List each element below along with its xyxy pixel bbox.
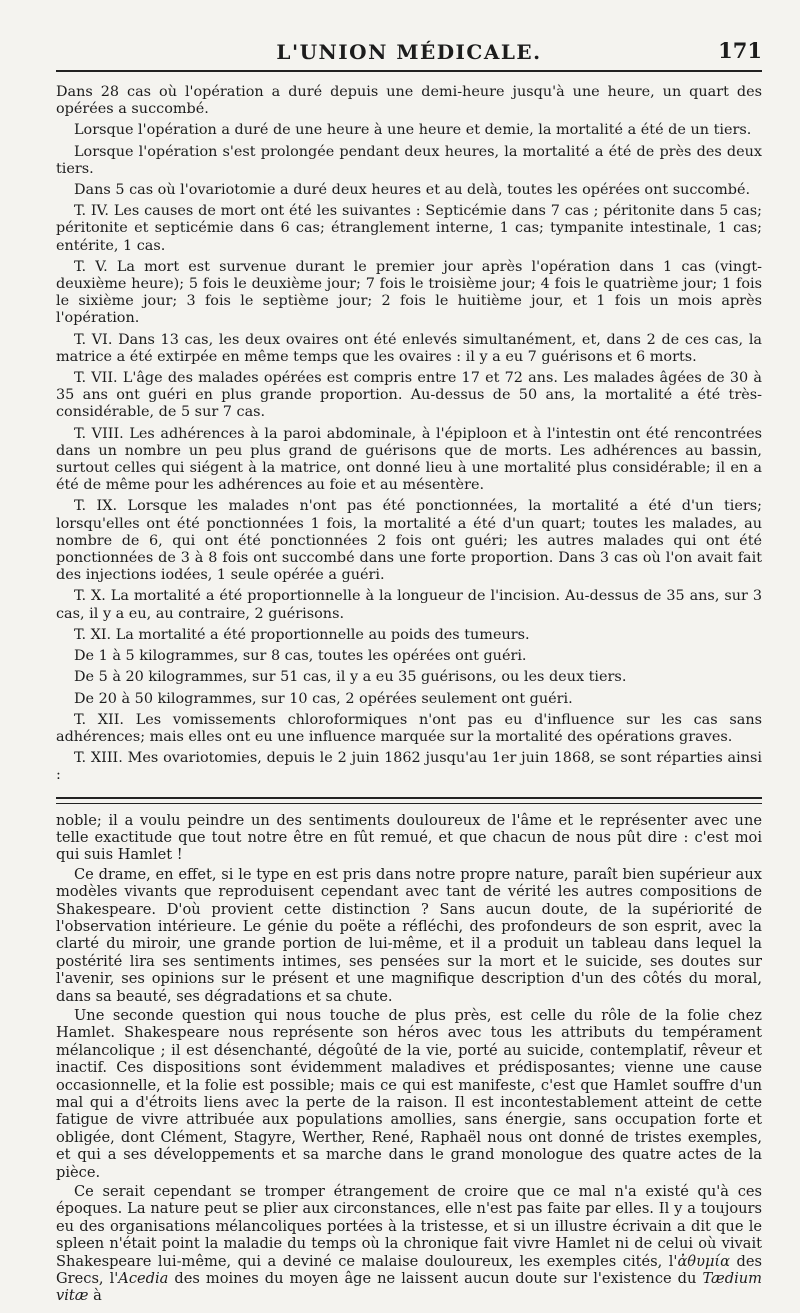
paragraph: T. VII. L'âge des malades opérées est compris entre 17 et 72 ans. Les malades âgées de 30 à 35 ans ont guéri en plus grande proportion. Au-dessus de 50 ans, la mortalité a été très-considérable, de 5 sur 7 cas. <box>56 370 762 421</box>
paragraph: De 1 à 5 kilogrammes, sur 8 cas, toutes les opérées ont guéri. <box>74 648 527 665</box>
feuilleton-text <box>56 812 762 1305</box>
paragraph: T. V. La mort est survenue durant le premier jour après l'opération dans 1 cas (vingt-deuxième heure); 5 fois le deuxième jour; 7 fois le troisième jour; 4 fois le quatrième jour; 1 fois le sixième jour; 3 fois le septième jour; 2 fois le huitième jour, et 1 fois un mois après l'opération. <box>56 258 762 327</box>
text-run: à <box>88 1287 102 1305</box>
header-rule <box>56 70 762 72</box>
paragraph: De 20 à 50 kilogrammes, sur 10 cas, 2 opérées seulement ont guéri. <box>74 690 573 707</box>
paragraph: Dans 28 cas où l'opération a duré depuis une demi-heure jusqu'à une heure, un quart des opérées a succombé. <box>56 84 762 118</box>
paragraph: Lorsque l'opération a duré de une heure à une heure et demie, la mortalité a été de un tiers. <box>74 122 752 139</box>
paragraph: T. X. La mortalité a été proportionnelle à la longueur de l'incision. Au-dessus de 35 ans, sur 3 cas, il y a eu, au contraire, 2 guérisons. <box>56 588 762 622</box>
paragraph: T. IV. Les causes de mort ont été les suivantes : Septicémie dans 7 cas ; péritonite dans 5 cas; péritonite et septicémie dans 6 cas; étranglement interne, 1 cas; tympanite intestinale, 1 cas; entérite, 1 cas. <box>56 203 762 254</box>
page-header <box>56 0 762 70</box>
text-run: Ce serait cependant se tromper étrangement de croire que ce mal n'a existé qu'à ces époques. La nature peut se plier aux circonstances, elle n'est pas faite par elles. Il y a toujours eu des organisations mélancoliques portées à la tristesse, et si un illustre écrivain a dit que le spleen n'était point la maladie du temps où la chronique fait vivre Hamlet ni de celui où vivait Shakespeare lui-même, qui a deviné ce malaise douloureux, les exemples cités, l' <box>56 1183 762 1270</box>
paragraph: Dans 5 cas où l'ovariotomie a duré deux heures et au delà, toutes les opérées ont succombé. <box>74 182 751 199</box>
paragraph: T. VIII. Les adhérences à la paroi abdominale, à l'épiploon et à l'intestin ont été rencontrées dans un nombre un peu plus grand de guérisons que de morts. Les adhérences au bassin, surtout celles qui siégent à la matrice, ont donné lieu à une mortalité plus considérable; il en a été de même pour les adhérences au foie et au mésentère. <box>56 425 762 494</box>
paragraph: Une seconde question qui nous touche de plus près, est celle du rôle de la folie chez Hamlet. Shakespeare nous représente son héros avec tous les attributs du tempérament mélancolique ; il est désenchanté, dégoûté de la vie, porté au suicide, contemplatif, rêveur et inactif. Ces dispositions sont évidemment maladives et prédisposantes; vienne une cause occasionnelle, et la folie est possible; mais ce qui est manifeste, c'est que Hamlet souffre d'un mal qui a d'étroits liens avec la perte de la raison. Il est incontestablement atteint de cette fatigue de vivre attribuée aux populations amollies, sans énergie, sans occupation forte et obligée, dont Clément, Stagyre, Werther, René, Raphaël nous ont donné de tristes exemples, et qui a ses développements et sa marche dans le grand monologue des quatre actes de la pièce. <box>56 1006 762 1181</box>
paragraph: T. XI. La mortalité a été proportionnelle au poids des tumeurs. <box>74 626 530 643</box>
text-run: des moines du moyen âge ne laissent aucun doute sur l'existence du <box>168 1270 703 1288</box>
greek-word: ἀθυμία <box>677 1252 731 1270</box>
running-title: L'UNION MÉDICALE. <box>276 40 542 64</box>
feuilleton-separator <box>56 797 762 804</box>
article-statistics <box>56 70 762 785</box>
paragraph: T. VI. Dans 13 cas, les deux ovaires ont été enlevés simultanément, et, dans 2 de ces cas, la matrice a été extirpée en même temps que les ovaires : il y a eu 7 guérisons et 6 morts. <box>56 331 762 365</box>
paragraph: noble; il a voulu peindre un des sentiments douloureux de l'âme et le représenter avec une telle exactitude que tout notre être en fût remué, et que chacun de nous pût dire : c'est moi qui suis Hamlet ! <box>56 811 762 864</box>
paragraph: De 5 à 20 kilogrammes, sur 51 cas, il y a eu 35 guérisons, ou les deux tiers. <box>74 669 627 686</box>
paragraph: T. XII. Les vomissements chloroformiques n'ont pas eu d'influence sur les cas sans adhérences; mais elles ont eu une influence marquée sur la mortalité des opérations graves. <box>56 711 762 745</box>
paragraph: T. IX. Lorsque les malades n'ont pas été ponctionnées, la mortalité a été d'un tiers; lorsqu'elles ont été ponctionnées 1 fois, la mortalité a été d'un quart; toutes les malades, au nombre de 6, qui ont été ponctionnées 2 fois ont guéri; les autres malades qui ont été ponctionnées de 3 à 8 fois ont succombé dans une forte proportion. Dans 3 cas où l'on avait fait des injections iodées, 1 seule opérée a guéri. <box>56 498 762 584</box>
paragraph: Ce drame, en effet, si le type en est pris dans notre propre nature, paraît bien supérieur aux modèles vivants que reproduisent cependant avec tant de vérité les autres compositions de Shakespeare. D'où provient cette distinction ? Sans aucun doute, de la supériorité de l'observation intérieure. Le génie du poëte a réfléchi, des profondeurs de son esprit, avec la clarté du miroir, une grande portion de lui-même, et il a produit un tableau dans lequel la postérité lira ses sentiments intimes, ses pensées sur la mort et le suicide, ses doutes sur l'avenir, ses opinions sur le présent et une magnifique description d'un des côtés du moral, dans sa beauté, ses dégradations et sa chute. <box>56 865 762 1005</box>
page-number: 171 <box>718 38 762 63</box>
paragraph <box>56 1183 762 1305</box>
text-run: des Grecs, l' <box>56 1252 762 1288</box>
paragraph: Lorsque l'opération s'est prolongée pendant deux heures, la mortalité a été de près des deux tiers. <box>56 143 762 177</box>
latin-phrase: Tædium vitæ <box>56 1270 763 1305</box>
latin-word: Acedia <box>118 1270 169 1288</box>
paragraph: T. XIII. Mes ovariotomies, depuis le 2 juin 1862 jusqu'au 1er juin 1868, se sont réparties ainsi : <box>56 750 762 784</box>
